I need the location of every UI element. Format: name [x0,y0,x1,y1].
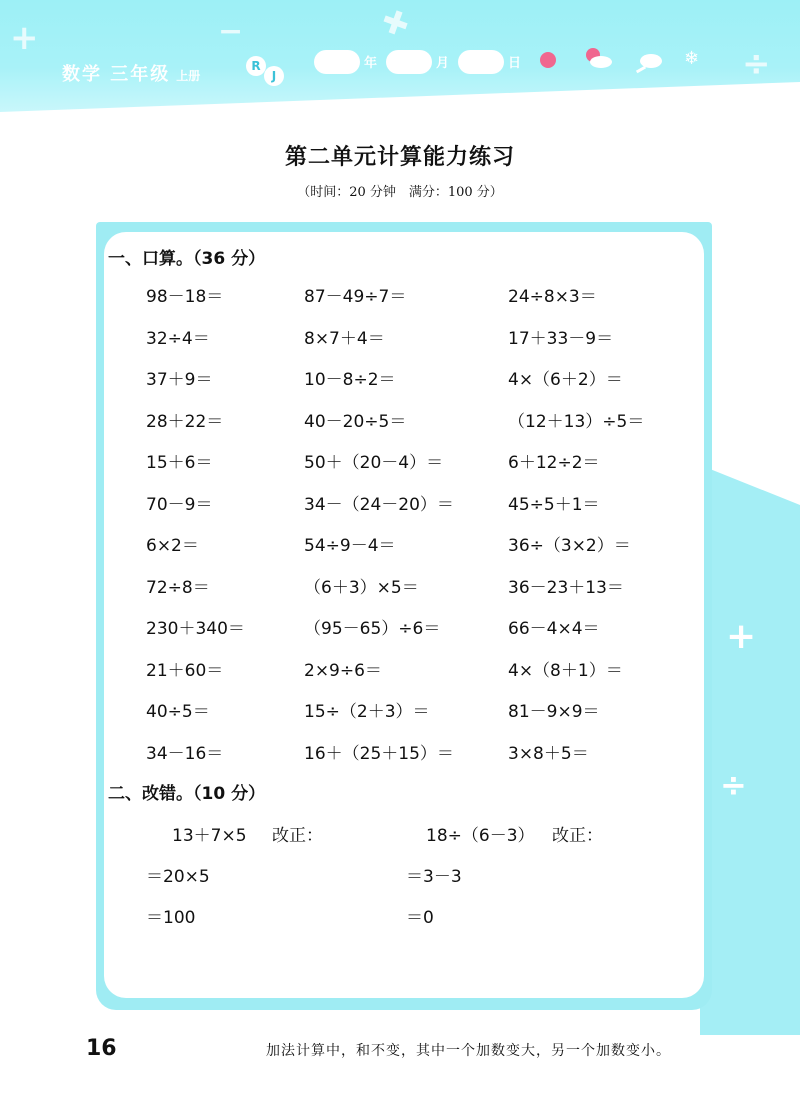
section1-heading: 一、口算。（36 分） [108,249,266,269]
oral-calc-item: 34－（24－20）＝ [304,495,454,515]
footer-tip: 加法计算中，和不变，其中一个加数变大，另一个加数变小。 [266,1043,671,1059]
oral-calc-item: 28＋22＝ [146,412,224,432]
oral-calc-item: 230＋340＝ [146,619,245,639]
page-title: 第二单元计算能力练习 [284,145,515,170]
plus-decoration-icon: + [10,18,39,58]
oral-calc-item: 36÷（3×2）＝ [508,536,631,556]
correction-right-fix-label: 改正： [552,826,603,846]
subject-text: 数学 [62,64,102,85]
oral-calc-item: （12＋13）÷5＝ [508,412,645,432]
oral-calc-item: 3×8＋5＝ [508,744,589,764]
subject-grade-label [62,60,200,86]
correction-left-fix-label: 改正： [272,826,323,846]
oral-calc-item: 66－4×4＝ [508,619,600,639]
year-label: 年 [364,56,378,71]
oral-calc-item: 16＋（25＋15）＝ [304,744,454,764]
divide-side-icon: ÷ [720,766,747,804]
minus-decoration-icon: − [218,14,244,49]
divide-decoration-icon: ÷ [742,44,771,84]
oral-calc-item: 72÷8＝ [146,578,210,598]
cloudy-weather-icon[interactable] [636,54,664,74]
oral-calc-item: （95－65）÷6＝ [304,619,441,639]
month-label: 月 [436,56,450,71]
oral-calc-item: 24÷8×3＝ [508,287,597,307]
correction-right-step1: ＝3－3 [406,867,462,887]
day-label: 日 [508,56,522,71]
oral-calc-item: 50＋（20－4）＝ [304,453,444,473]
month-input[interactable] [386,50,432,74]
oral-calc-item: 40÷5＝ [146,702,210,722]
oral-calc-item: 40－20÷5＝ [304,412,407,432]
oral-calc-item: 36－23＋13＝ [508,578,624,598]
oral-calc-item: 81－9×9＝ [508,702,600,722]
oral-calc-item: 87－49÷7＝ [304,287,407,307]
oral-calc-item: 54÷9－4＝ [304,536,396,556]
side-decoration [700,465,800,1035]
oral-calc-item: 32÷4＝ [146,329,210,349]
grade-text: 三年级 [110,64,171,85]
oral-calc-item: 37＋9＝ [146,370,213,390]
oral-calc-item: 10－8÷2＝ [304,370,396,390]
section2-heading: 二、改错。（10 分） [108,784,266,804]
oral-calc-item: （6＋3）×5＝ [304,578,419,598]
volume-text: 上册 [176,69,201,83]
partly-cloudy-weather-icon[interactable] [584,48,614,72]
badge-r-icon: R [246,56,266,76]
oral-calc-item: 2×9÷6＝ [304,661,382,681]
oral-calc-item: 4×（8＋1）＝ [508,661,623,681]
oral-calc-item: 34－16＝ [146,744,224,764]
time-score-info: （时间：20 分钟 满分：100 分） [297,185,503,200]
correction-right-expr: 18÷（6－3） [426,826,535,846]
oral-calc-item: 8×7＋4＝ [304,329,385,349]
multiply-decoration-icon: ✚ [376,0,415,46]
oral-calc-item: 98－18＝ [146,287,224,307]
sunny-weather-icon[interactable] [540,52,556,68]
oral-calc-item: 6×2＝ [146,536,199,556]
page-number: 16 [86,1036,117,1061]
correction-left-expr: 13＋7×5 [172,826,247,846]
oral-calc-item: 6＋12÷2＝ [508,453,600,473]
oral-calc-item: 21＋60＝ [146,661,224,681]
day-input[interactable] [458,50,504,74]
badge-j-icon: J [264,66,284,86]
oral-calc-item: 15＋6＝ [146,453,213,473]
plus-side-icon: + [726,616,757,657]
oral-calc-item: 17＋33－9＝ [508,329,614,349]
correction-left-step1: ＝20×5 [146,867,210,887]
snow-weather-icon[interactable]: ❄ [684,48,700,69]
year-input[interactable] [314,50,360,74]
correction-left-step2: ＝100 [146,908,196,928]
correction-right-step2: ＝0 [406,908,434,928]
oral-calc-item: 4×（6＋2）＝ [508,370,623,390]
oral-calc-item: 15÷（2＋3）＝ [304,702,430,722]
oral-calc-item: 70－9＝ [146,495,213,515]
oral-calc-item: 45÷5＋1＝ [508,495,600,515]
